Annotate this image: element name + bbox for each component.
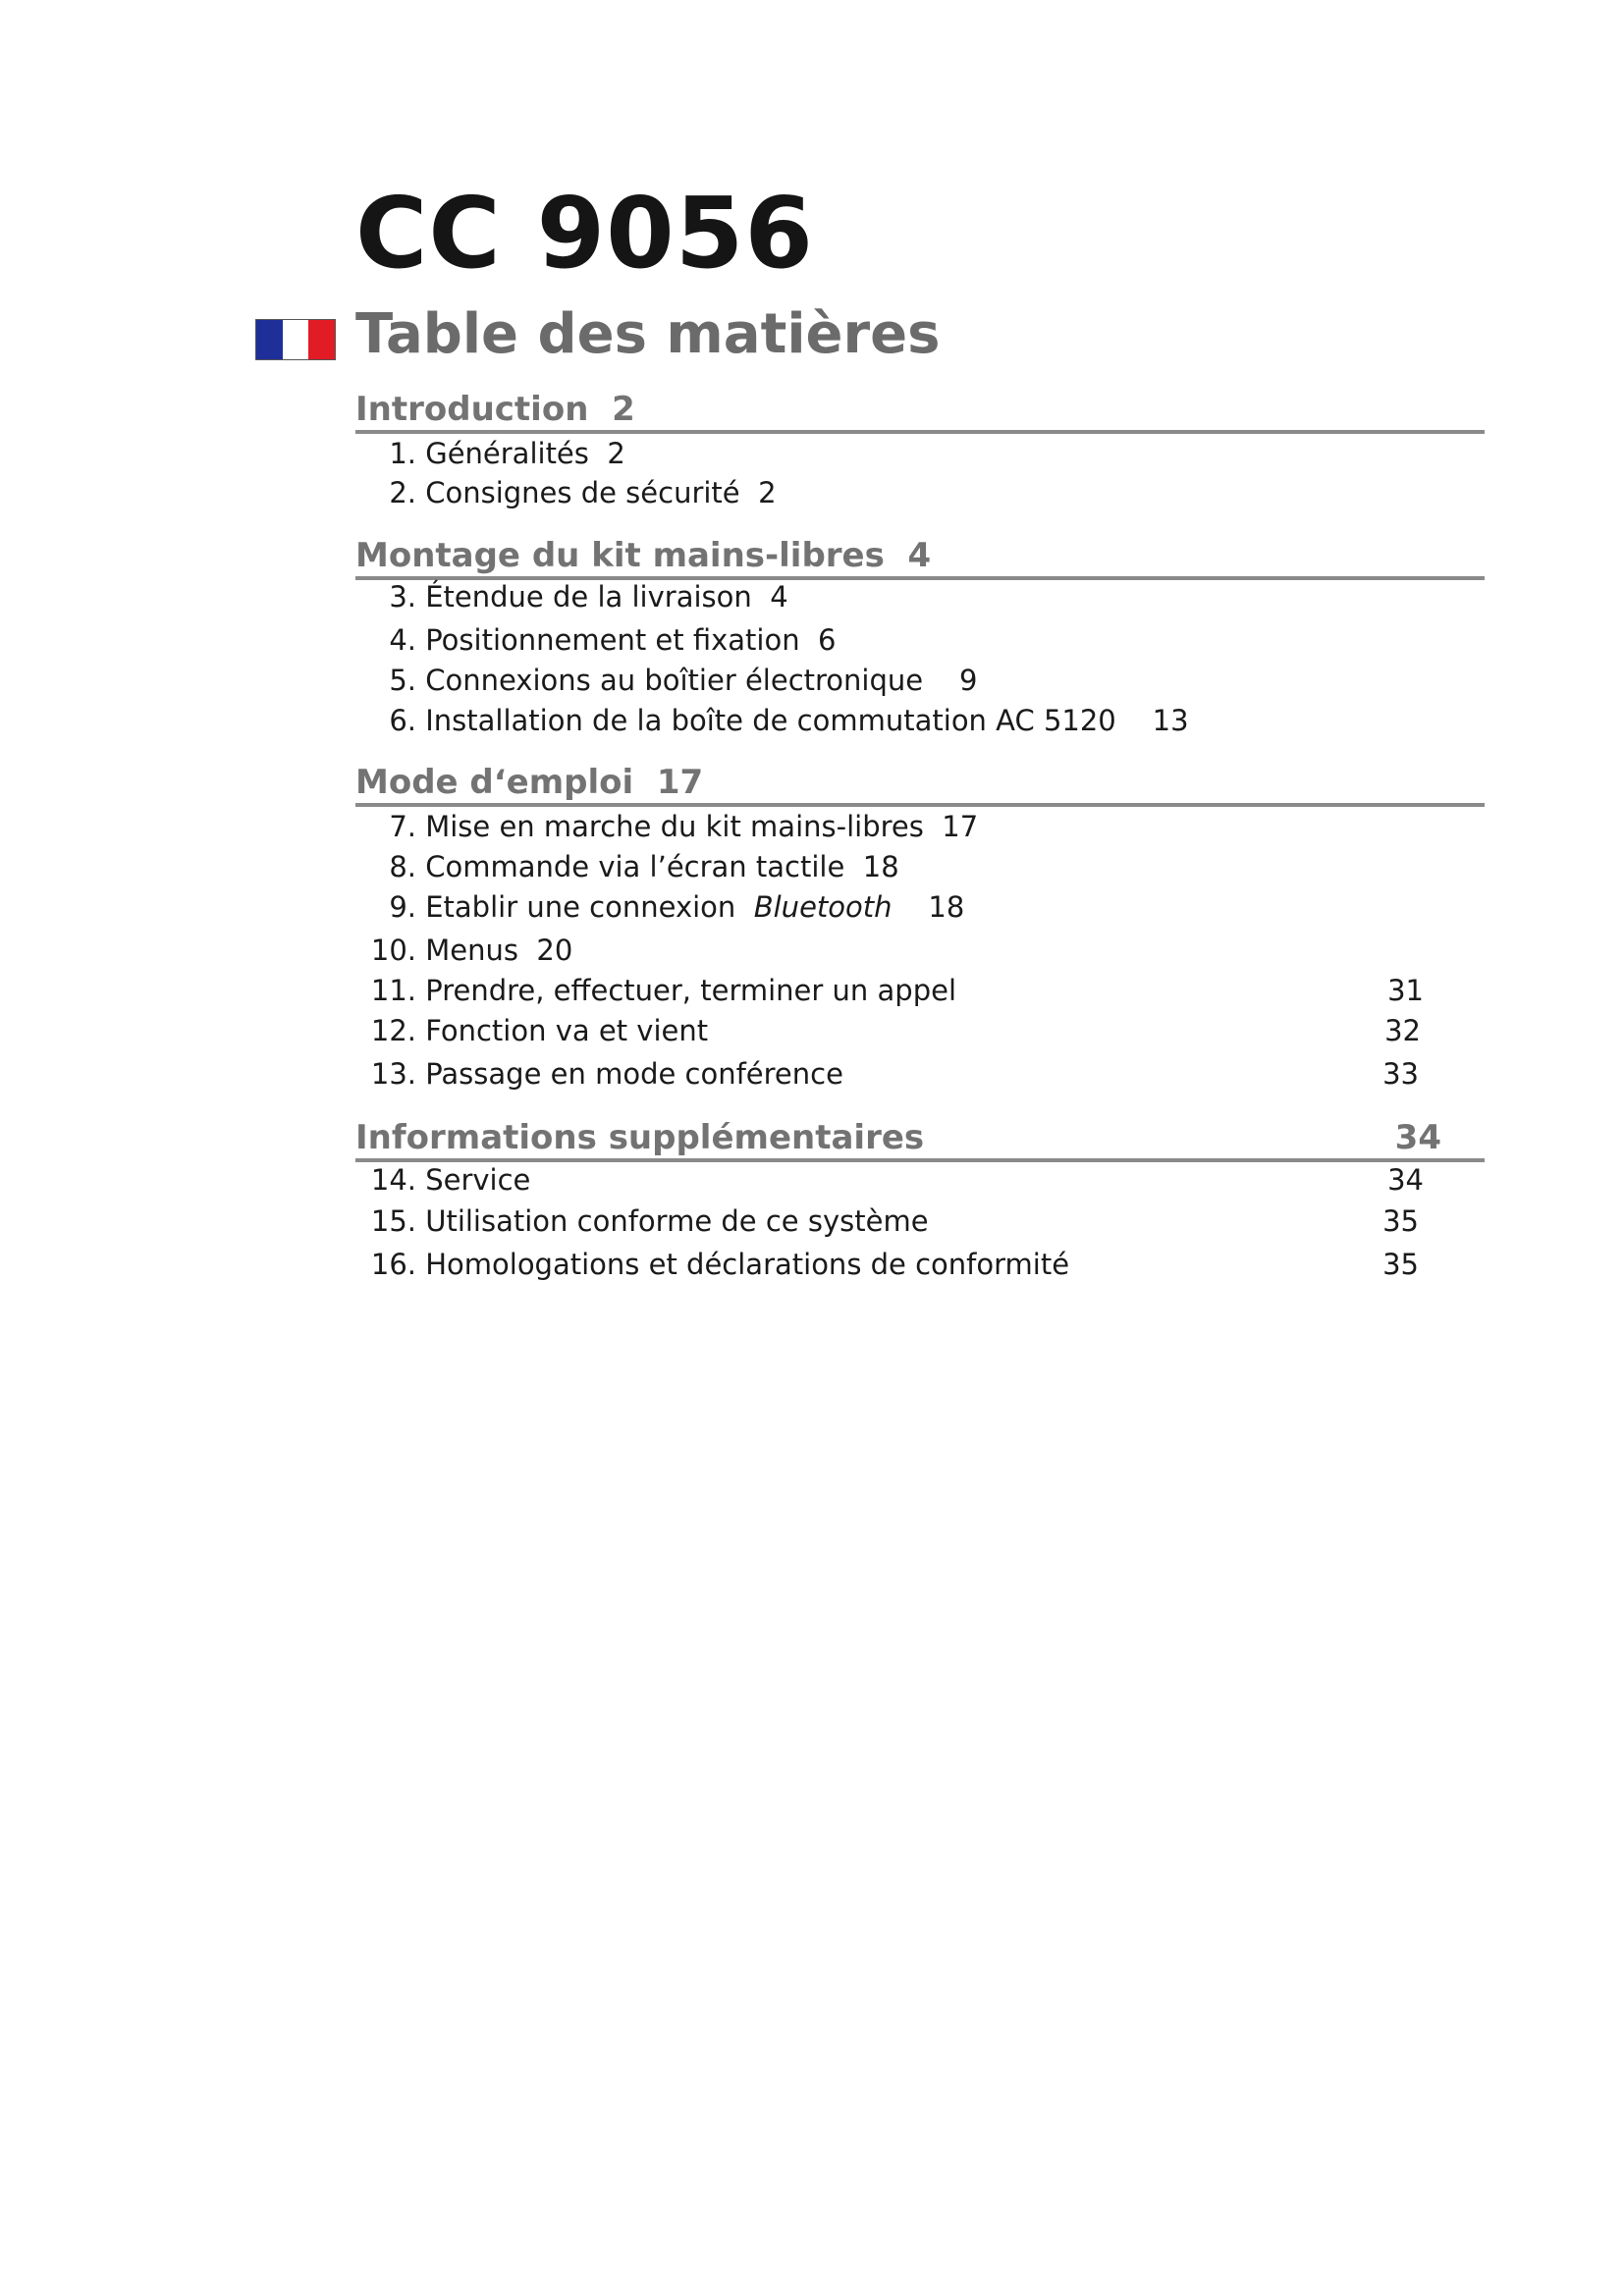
toc-heading: Table des matières xyxy=(355,302,941,366)
flag-blue-stripe xyxy=(256,320,283,359)
toc-item[interactable]: 12. Fonction va et vient xyxy=(370,1014,709,1047)
toc-item-page: 17 xyxy=(942,810,979,843)
toc-item-page: 9 xyxy=(959,664,978,697)
toc-item-page: 18 xyxy=(928,890,965,924)
toc-item-page: 2 xyxy=(758,476,777,509)
document-title: CC 9056 xyxy=(355,176,814,291)
toc-item-page: 35 xyxy=(1382,1248,1419,1281)
toc-section-title[interactable]: Informations supplémentaires xyxy=(355,1118,925,1157)
toc-item-page: 6 xyxy=(818,623,837,657)
toc-item[interactable]: 16. Homologations et déclarations de conformité xyxy=(370,1248,1070,1281)
toc-item[interactable]: 1. Généralités 2 xyxy=(389,437,625,470)
toc-item[interactable]: 2. Consignes de sécurité 2 xyxy=(389,476,777,509)
section-divider xyxy=(355,803,1485,807)
flag-white-stripe xyxy=(283,320,309,359)
toc-item[interactable]: 9. Etablir une connexion Bluetooth 18 xyxy=(389,890,965,924)
toc-item-page: 18 xyxy=(862,850,899,883)
toc-item[interactable]: 8. Commande via l’écran tactile 18 xyxy=(389,850,899,883)
toc-item[interactable]: 13. Passage en mode conférence xyxy=(370,1057,843,1091)
toc-section-title[interactable]: Montage du kit mains-libres 4 xyxy=(355,536,932,575)
toc-item-page: 34 xyxy=(1387,1163,1424,1197)
toc-section-page: 34 xyxy=(1394,1118,1441,1157)
toc-item[interactable]: 10. Menus 20 xyxy=(370,934,573,967)
toc-item[interactable]: 14. Service xyxy=(370,1163,531,1197)
toc-item[interactable]: 4. Positionnement et fixation 6 xyxy=(389,623,837,657)
toc-item-page: 35 xyxy=(1382,1204,1419,1238)
french-flag-icon xyxy=(255,319,336,360)
toc-section-page: 2 xyxy=(612,390,635,429)
section-divider xyxy=(355,1158,1485,1162)
toc-item[interactable]: 6. Installation de la boîte de commutation AC 5120 13 xyxy=(389,704,1189,737)
toc-item-page: 4 xyxy=(770,580,788,614)
toc-item[interactable]: 15. Utilisation conforme de ce système xyxy=(370,1204,929,1238)
toc-item-page: 13 xyxy=(1152,704,1189,737)
toc-item[interactable]: 11. Prendre, effectuer, terminer un appel xyxy=(370,974,956,1007)
toc-item-page: 2 xyxy=(607,437,625,470)
toc-item[interactable]: 7. Mise en marche du kit mains-libres 17 xyxy=(389,810,979,843)
toc-section-title[interactable]: Mode d‘emploi 17 xyxy=(355,763,704,802)
toc-section-title[interactable]: Introduction 2 xyxy=(355,390,635,429)
toc-item-page: 32 xyxy=(1384,1014,1421,1047)
toc-item-page: 33 xyxy=(1382,1057,1419,1091)
toc-section-page: 17 xyxy=(656,763,704,802)
toc-section-page: 4 xyxy=(907,536,932,575)
toc-item-page: 31 xyxy=(1387,974,1424,1007)
toc-item[interactable]: 5. Connexions au boîtier électronique 9 xyxy=(389,664,978,697)
toc-item[interactable]: 3. Étendue de la livraison 4 xyxy=(389,580,788,614)
toc-item-page: 20 xyxy=(536,934,573,967)
flag-red-stripe xyxy=(308,320,335,359)
section-divider xyxy=(355,430,1485,434)
